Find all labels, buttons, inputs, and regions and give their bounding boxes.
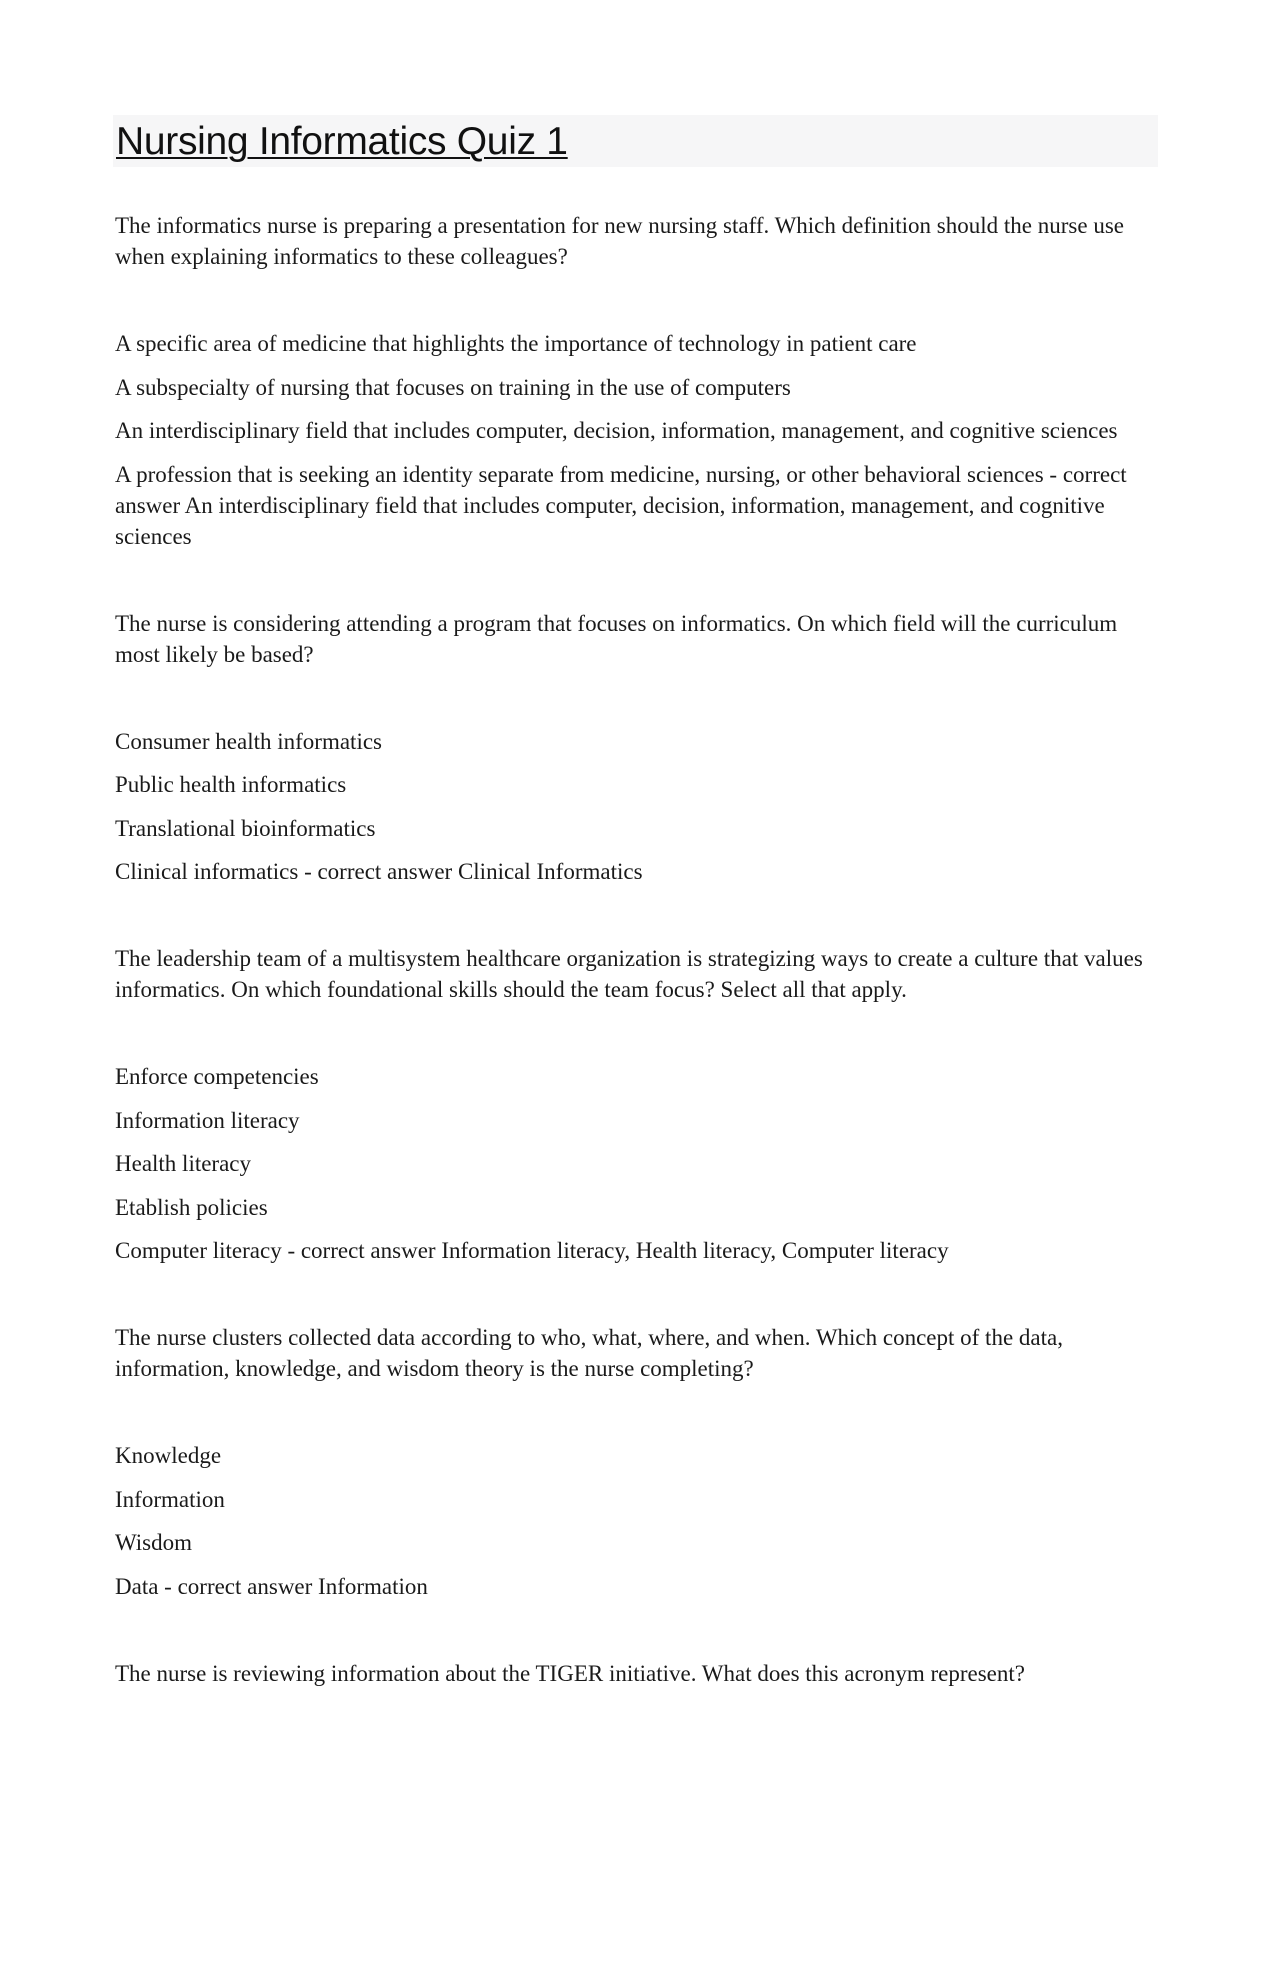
question-block [115, 1322, 1160, 1602]
quiz-content [115, 210, 1160, 1745]
answer-option: Information literacy [115, 1107, 300, 1133]
question-block [115, 943, 1160, 1266]
answer-options [115, 328, 1160, 552]
question-block [115, 210, 1160, 552]
question-prompt: The nurse is reviewing information about the TIGER initiative. What does this acronym represent? [115, 1660, 1025, 1686]
answer-option-with-key: Clinical informatics - correct answer Clinical Informatics [115, 859, 643, 884]
answer-option: Wisdom [115, 1530, 193, 1555]
question-prompt: The leadership team of a multisystem healthcare organization is strategizing ways to create a culture that values informatics. On which foundational skills should the team focus? Select all that apply. [115, 946, 1143, 1002]
answer-option-with-key: Data - correct answer Information [115, 1573, 428, 1599]
answer-option: Translational bioinformatics [115, 815, 376, 841]
answer-option: Enforce competencies [115, 1064, 319, 1089]
question-block [115, 608, 1160, 888]
answer-option: Etablish policies [115, 1194, 268, 1220]
answer-option: Consumer health informatics [115, 728, 382, 754]
answer-options [115, 1440, 1160, 1602]
question-prompt: The informatics nurse is preparing a presentation for new nursing staff. Which definition should the nurse use when explaining informatics to these colleagues? [115, 213, 1124, 269]
answer-option: An interdisciplinary field that includes computer, decision, information, management, and cognitive sciences [115, 418, 1118, 443]
page-title: Nursing Informatics Quiz 1 [116, 120, 568, 163]
answer-option: Knowledge [115, 1443, 222, 1468]
question-prompt: The nurse is considering attending a program that focuses on informatics. On which field will the curriculum most likely be based? [115, 610, 1118, 667]
answer-options [115, 726, 1160, 888]
answer-option: Information [115, 1486, 225, 1512]
answer-option: A specific area of medicine that highlights the importance of technology in patient care [115, 331, 917, 356]
answer-options [115, 1061, 1160, 1266]
answer-option: A subspecialty of nursing that focuses on training in the use of computers [115, 374, 791, 400]
answer-option-with-key: A profession that is seeking an identity separate from medicine, nursing, or other behavioral sciences - correct answer An interdisciplinary field that includes computer, decision, information, management, and cognitive sciences [115, 461, 1127, 549]
answer-option-with-key: Computer literacy - correct answer Information literacy, Health literacy, Computer literacy [115, 1238, 949, 1263]
title-banner [113, 115, 1158, 167]
question-block [115, 1658, 1160, 1689]
answer-option: Public health informatics [115, 772, 347, 797]
answer-option: Health literacy [115, 1151, 252, 1176]
question-prompt: The nurse clusters collected data according to who, what, where, and when. Which concept of the data, information, knowledge, and wisdom theory is the nurse completing? [115, 1325, 1063, 1381]
